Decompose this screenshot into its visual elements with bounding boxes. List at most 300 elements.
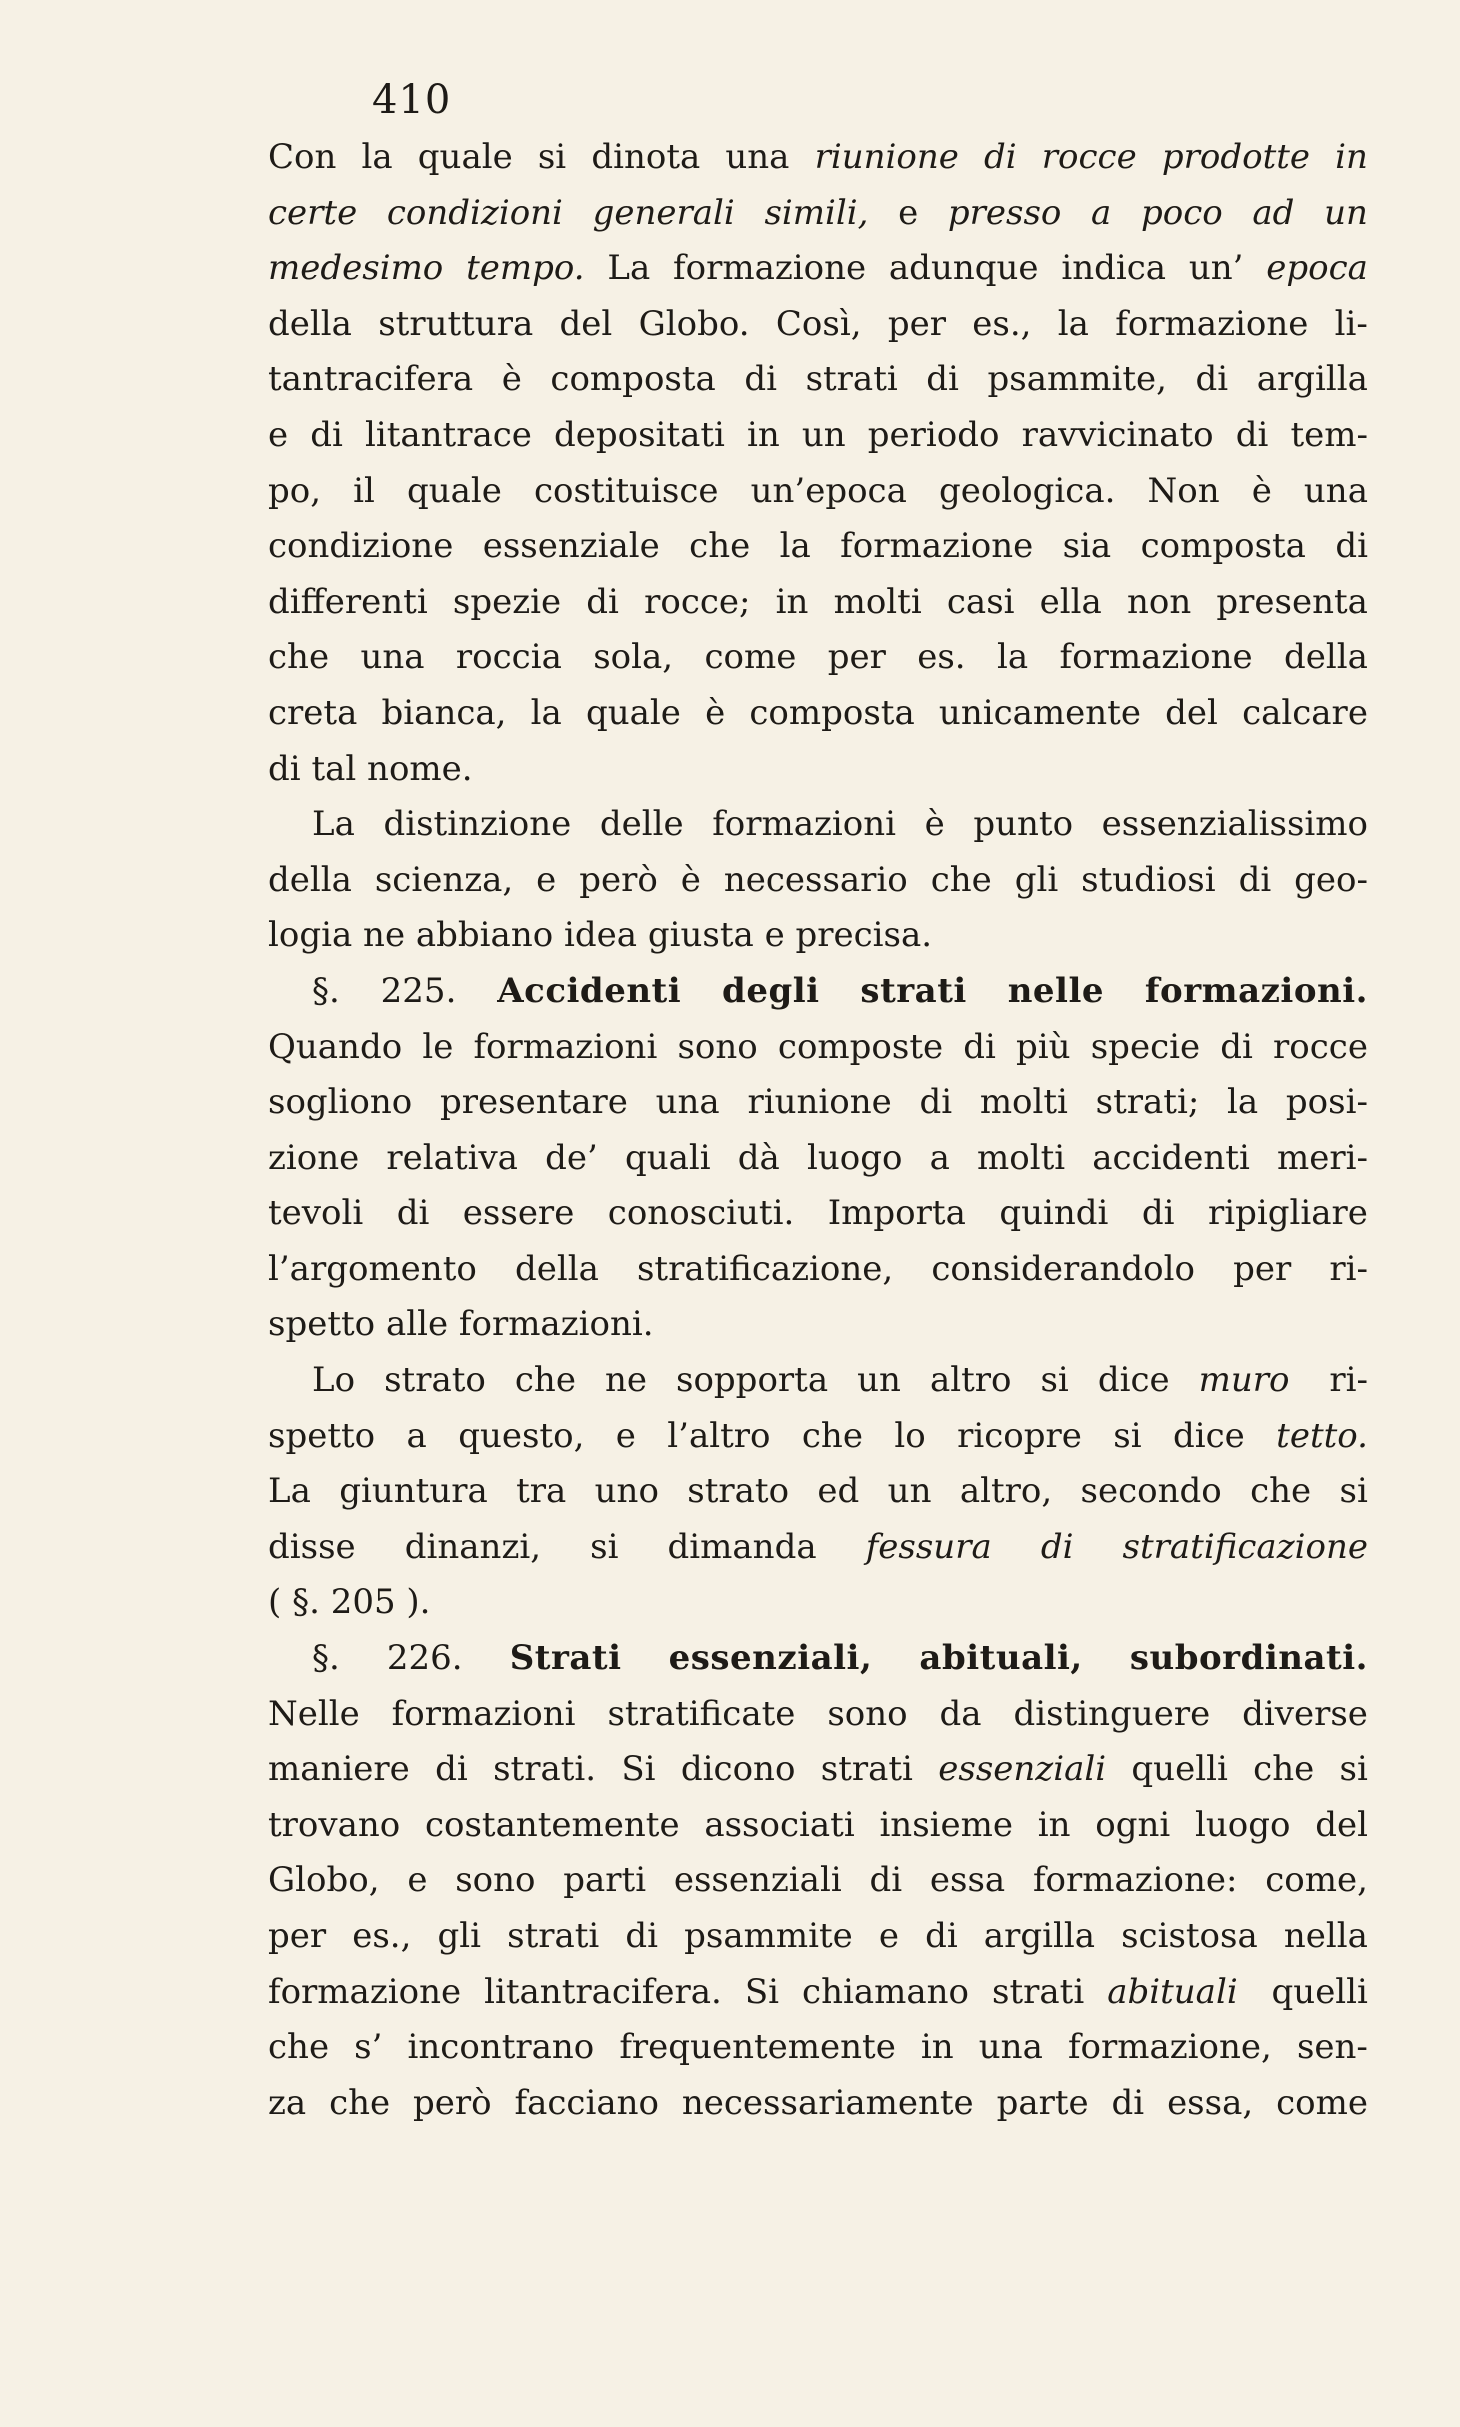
text-line — [268, 575, 1368, 631]
word: si — [1113, 1415, 1142, 1456]
text-run: di tal nome. — [268, 748, 473, 789]
text-line — [268, 908, 1368, 964]
word: e — [536, 859, 557, 900]
word: più — [1016, 1026, 1071, 1067]
word: che — [1253, 1749, 1315, 1790]
word: come — [704, 637, 797, 678]
word: bianca, — [381, 692, 507, 733]
word: e — [878, 1916, 899, 1956]
word: che — [1250, 1471, 1312, 1512]
word: di — [625, 1916, 659, 1956]
word: spezie — [452, 581, 562, 622]
word: essenziali — [673, 1860, 842, 1901]
word: condizione — [268, 526, 454, 567]
word: formazioni — [473, 1026, 658, 1067]
word: di — [744, 359, 777, 400]
text-line — [268, 1798, 1368, 1854]
word: es., — [352, 1916, 412, 1956]
word: distinzione — [383, 804, 572, 845]
word: Si — [621, 1749, 656, 1790]
word: sogliono — [268, 1082, 413, 1123]
word: s’ — [354, 2027, 383, 2068]
word: de’ — [545, 1137, 598, 1178]
word: luogo — [806, 1137, 903, 1178]
word: medesimo — [268, 248, 444, 289]
text-line — [268, 1965, 1368, 2021]
word: delle — [599, 804, 684, 845]
word: dicono — [680, 1749, 796, 1790]
word: dice — [1097, 1360, 1170, 1401]
word: ogni — [1095, 1804, 1171, 1845]
word: che — [268, 637, 330, 678]
word: condizioni — [386, 192, 563, 233]
word: geologica. — [938, 470, 1116, 511]
word: composta — [1140, 526, 1306, 567]
word: sopporta — [676, 1360, 829, 1401]
text-line — [268, 797, 1368, 853]
word: conosciuti. — [607, 1193, 795, 1234]
word: ravvicinato — [1021, 414, 1214, 455]
word: come — [1276, 2082, 1368, 2123]
word: sola, — [593, 637, 674, 678]
word: del — [559, 303, 613, 344]
word: strati — [820, 1749, 913, 1790]
word: composta — [550, 359, 716, 400]
word: per — [827, 637, 886, 678]
word: di — [1235, 414, 1269, 455]
word: in — [1037, 1804, 1071, 1845]
text-line — [268, 1909, 1368, 1965]
word: formazioni — [712, 804, 897, 845]
text-line — [268, 1186, 1368, 1242]
word: formazione — [1059, 637, 1253, 678]
word: della — [268, 859, 352, 900]
word: uno — [594, 1471, 659, 1512]
italic-term: essenziali — [938, 1749, 1107, 1790]
word: periodo — [867, 414, 1000, 455]
page-number: 410 — [372, 77, 452, 123]
word: a — [406, 1415, 427, 1456]
word: ella — [1039, 581, 1102, 622]
word: di — [310, 414, 343, 455]
word: unicamente — [938, 692, 1141, 733]
word: costantemente — [424, 1804, 680, 1845]
word: quale — [585, 692, 681, 733]
text-line — [268, 1242, 1368, 1298]
word: po, — [268, 470, 322, 511]
italic-term: epoca — [1266, 248, 1368, 289]
word: frequentemente — [619, 2027, 896, 2068]
word: quali — [624, 1137, 711, 1178]
word: distinguere — [1013, 1693, 1211, 1734]
text-line — [268, 2020, 1368, 2076]
word: parte — [996, 2082, 1089, 2123]
word: facciano — [514, 2082, 659, 2123]
text-line — [268, 686, 1368, 742]
word: formazione — [673, 248, 867, 289]
word: chiamano — [802, 1971, 969, 2012]
text-line — [268, 1853, 1368, 1909]
word: in — [920, 2027, 954, 2068]
word: essenziali, — [668, 1638, 873, 1679]
text-line — [268, 1742, 1368, 1798]
word: 226. — [386, 1638, 463, 1679]
word: psammite, — [987, 359, 1167, 400]
word: la — [1057, 303, 1089, 344]
text-line — [268, 408, 1368, 464]
word: §. — [312, 1638, 340, 1679]
word: Nelle — [268, 1693, 360, 1734]
word: subordinati. — [1129, 1638, 1368, 1679]
word: essa, — [1167, 2082, 1254, 2123]
text-line — [268, 964, 1368, 1020]
word: composta — [749, 692, 915, 733]
word: di — [926, 359, 959, 400]
word: la — [1227, 1082, 1259, 1123]
word: La — [268, 1471, 311, 1512]
word: di — [869, 1860, 903, 1901]
word: tempo. — [466, 248, 585, 289]
word: ri- — [1329, 1248, 1368, 1289]
word: in — [747, 414, 780, 455]
text-run: ( §. 205 ). — [268, 1582, 431, 1623]
word: necessario — [723, 859, 908, 900]
text-run: spetto alle formazioni. — [268, 1304, 654, 1345]
word: ad — [1252, 192, 1295, 233]
italic-term: abituali — [1107, 1971, 1238, 2012]
word: accidenti — [1092, 1137, 1250, 1178]
text-line — [268, 186, 1368, 242]
word: si — [537, 137, 567, 177]
word: in — [775, 581, 809, 622]
word: di — [1220, 1026, 1253, 1067]
word: li- — [1334, 303, 1368, 344]
word: strati — [860, 970, 967, 1011]
word: Importa — [827, 1193, 966, 1234]
word: litantracifera. — [484, 1971, 722, 2012]
word: un — [887, 1471, 932, 1512]
word: 225. — [380, 970, 457, 1011]
word: degli — [722, 970, 820, 1011]
word: sia — [1062, 526, 1112, 567]
word: di — [1040, 1526, 1074, 1567]
word: che — [514, 1360, 576, 1401]
word: un’epoca — [750, 470, 907, 511]
text-line — [268, 241, 1368, 297]
word: presso — [947, 192, 1062, 233]
word: però — [579, 859, 658, 900]
word: essa — [929, 1860, 1006, 1901]
word: struttura — [378, 303, 534, 344]
word: del — [1165, 692, 1218, 733]
word: di — [1111, 2082, 1145, 2123]
text-line — [268, 1353, 1368, 1409]
text-line — [268, 742, 1368, 798]
word: si — [590, 1526, 619, 1567]
word: stratificate — [607, 1693, 796, 1734]
word: la — [530, 692, 562, 733]
word: argilla — [1256, 359, 1368, 400]
word: necessariamente — [681, 2082, 974, 2123]
word: quale — [417, 137, 513, 177]
word: non — [1126, 581, 1192, 622]
word: disse — [268, 1526, 356, 1567]
word: trovano — [268, 1804, 401, 1845]
word: una — [1303, 470, 1368, 511]
word: luogo — [1195, 1804, 1291, 1845]
word: Accidenti — [497, 970, 682, 1011]
word: di — [963, 1026, 996, 1067]
word: nella — [1283, 1916, 1368, 1956]
word: Così, — [775, 303, 862, 344]
word: dice — [1172, 1415, 1245, 1456]
word: da — [939, 1693, 982, 1734]
word: secondo — [1080, 1471, 1222, 1512]
word: una — [360, 637, 425, 678]
word: specie — [1090, 1026, 1201, 1067]
word: diverse — [1242, 1693, 1368, 1734]
word: l’argomento — [268, 1248, 477, 1289]
text-line — [268, 1297, 1368, 1353]
word: si — [1339, 1749, 1368, 1790]
text-line — [268, 1131, 1368, 1187]
text-run: quelli — [1260, 1971, 1368, 2012]
word: Quando — [268, 1026, 403, 1067]
word: presenta — [1216, 581, 1368, 622]
word: di — [435, 1749, 468, 1790]
word: spetto — [268, 1415, 376, 1456]
word: litantrace — [364, 414, 532, 455]
word: altro — [929, 1360, 1012, 1401]
text-run: logia ne abbiano idea giusta e precisa. — [268, 915, 933, 956]
word: formazione — [268, 1971, 462, 2012]
word: calcare — [1242, 692, 1368, 733]
word: maniere — [268, 1749, 410, 1790]
word: di — [586, 581, 619, 622]
word: Lo — [312, 1360, 356, 1401]
word: è — [680, 859, 701, 900]
word: la — [997, 637, 1029, 678]
text-line — [268, 130, 1368, 186]
word: formazioni. — [1144, 970, 1368, 1011]
word: riunione — [814, 137, 959, 177]
word: è — [1251, 470, 1272, 511]
word: che — [801, 1415, 863, 1456]
word: considerandolo — [931, 1248, 1195, 1289]
word: essere — [462, 1193, 575, 1234]
text-line — [268, 1520, 1368, 1576]
word: una — [655, 1082, 720, 1123]
word: dinota — [591, 137, 701, 177]
word: strati — [507, 1916, 600, 1956]
word: questo, — [458, 1415, 585, 1456]
word: strato — [384, 1360, 486, 1401]
word: riunione — [747, 1082, 892, 1123]
word: rocce; — [644, 581, 751, 622]
word: creta — [268, 692, 358, 733]
word: una — [725, 137, 790, 177]
italic-term: muro — [1198, 1360, 1290, 1401]
word: Strati — [509, 1638, 622, 1679]
word: prodotte — [1161, 137, 1311, 177]
word: depositati — [553, 414, 725, 455]
word: l’altro — [667, 1415, 771, 1456]
word: della — [514, 1248, 599, 1289]
word: però — [413, 2082, 492, 2123]
word: il — [353, 470, 375, 511]
word: che — [329, 2082, 391, 2123]
text-line — [268, 352, 1368, 408]
word: strato — [687, 1471, 790, 1512]
word: fessura — [865, 1526, 992, 1567]
word: za — [268, 2082, 307, 2123]
word: dinanzi, — [404, 1526, 542, 1567]
word: di — [1335, 526, 1368, 567]
word: certe — [268, 192, 358, 233]
word: per — [1233, 1248, 1292, 1289]
word: relativa — [386, 1137, 518, 1178]
word: di — [1195, 359, 1229, 400]
word: formazione: — [1032, 1860, 1238, 1901]
word: Si — [744, 1971, 780, 2012]
word: scistosa — [1121, 1916, 1258, 1956]
text-line — [268, 1631, 1368, 1687]
word: gli — [437, 1916, 482, 1956]
word: quindi — [999, 1193, 1109, 1234]
word: e — [268, 414, 289, 455]
text-line — [268, 1464, 1368, 1520]
word: della — [268, 303, 352, 344]
word: psammite — [684, 1916, 853, 1956]
text-line — [268, 853, 1368, 909]
word: della — [1284, 637, 1368, 678]
word: sen- — [1296, 2027, 1368, 2068]
word: la — [361, 137, 393, 177]
italic-term: tetto. — [1276, 1415, 1368, 1456]
word: un — [1324, 192, 1368, 233]
word: tantracifera — [268, 359, 474, 400]
word: sono — [455, 1860, 536, 1901]
word: di — [919, 1082, 953, 1123]
word: composte — [777, 1026, 944, 1067]
word: di — [1238, 859, 1272, 900]
word: presentare — [440, 1082, 628, 1123]
text-run: ri- — [1318, 1360, 1368, 1401]
word: sono — [677, 1026, 758, 1067]
word: un’ — [1188, 248, 1244, 289]
word: insieme — [879, 1804, 1014, 1845]
text-line — [268, 2076, 1368, 2132]
word: roccia — [455, 637, 562, 678]
word: stratificazione — [1122, 1526, 1368, 1567]
word: zione — [268, 1137, 360, 1178]
word: La — [607, 248, 651, 289]
word: è — [924, 804, 945, 845]
word: per — [887, 303, 946, 344]
word: per — [268, 1916, 327, 1956]
word: di — [1141, 1193, 1175, 1234]
word: ed — [817, 1471, 860, 1512]
word: rocce — [1041, 137, 1137, 177]
word: poco — [1140, 192, 1223, 233]
word: tra — [516, 1471, 567, 1512]
text-line — [268, 1409, 1368, 1465]
word: è — [705, 692, 726, 733]
word: sono — [827, 1693, 908, 1734]
word: posi- — [1285, 1082, 1368, 1123]
text-line — [268, 630, 1368, 686]
word: si — [1339, 1471, 1368, 1512]
word: dimanda — [667, 1526, 817, 1567]
word: strati. — [493, 1749, 597, 1790]
text-line — [268, 1020, 1368, 1076]
word: si — [1040, 1360, 1069, 1401]
word: geo- — [1294, 859, 1368, 900]
word: parti — [563, 1860, 647, 1901]
word: §. — [312, 970, 340, 1011]
word: es., — [972, 303, 1032, 344]
word: punto — [973, 804, 1074, 845]
word: a — [929, 1137, 950, 1178]
word: es. — [917, 637, 966, 678]
word: altro, — [959, 1471, 1053, 1512]
word: simili, — [764, 192, 869, 233]
word: e — [615, 1415, 636, 1456]
text-line — [268, 1575, 1368, 1631]
word: Globo. — [638, 303, 750, 344]
word: di — [984, 137, 1017, 177]
word: strati — [805, 359, 898, 400]
word: tevoli — [268, 1193, 364, 1234]
body-text — [268, 130, 1368, 2131]
word: è — [501, 359, 522, 400]
text-line — [268, 464, 1368, 520]
word: casi — [946, 581, 1015, 622]
word: associati — [704, 1804, 855, 1845]
word: Globo, — [268, 1860, 380, 1901]
text-line — [268, 297, 1368, 353]
word: lo — [894, 1415, 926, 1456]
word: generali — [592, 192, 735, 233]
word: quale — [406, 470, 502, 511]
word: Non — [1147, 470, 1220, 511]
word: e — [898, 192, 919, 233]
word: ripigliare — [1207, 1193, 1368, 1234]
word: di — [925, 1916, 958, 1956]
text-line — [268, 519, 1368, 575]
word: tem- — [1290, 414, 1368, 455]
text-line — [268, 1075, 1368, 1131]
word: ne — [604, 1360, 647, 1401]
word: gli — [1014, 859, 1059, 900]
word: formazione — [840, 526, 1034, 567]
text-line — [268, 1687, 1368, 1743]
word: molti — [979, 1082, 1068, 1123]
word: incontrano — [407, 2027, 595, 2068]
word: indica — [1061, 248, 1167, 289]
word: Con — [268, 137, 337, 177]
word: dà — [737, 1137, 780, 1178]
word: la — [779, 526, 811, 567]
word: le — [422, 1026, 454, 1067]
word: giuntura — [339, 1471, 488, 1512]
word: formazioni — [391, 1693, 576, 1734]
word: in — [1335, 137, 1368, 177]
word: adunque — [888, 248, 1039, 289]
word: molti — [833, 581, 922, 622]
word: un — [857, 1360, 901, 1401]
word: che — [930, 859, 992, 900]
